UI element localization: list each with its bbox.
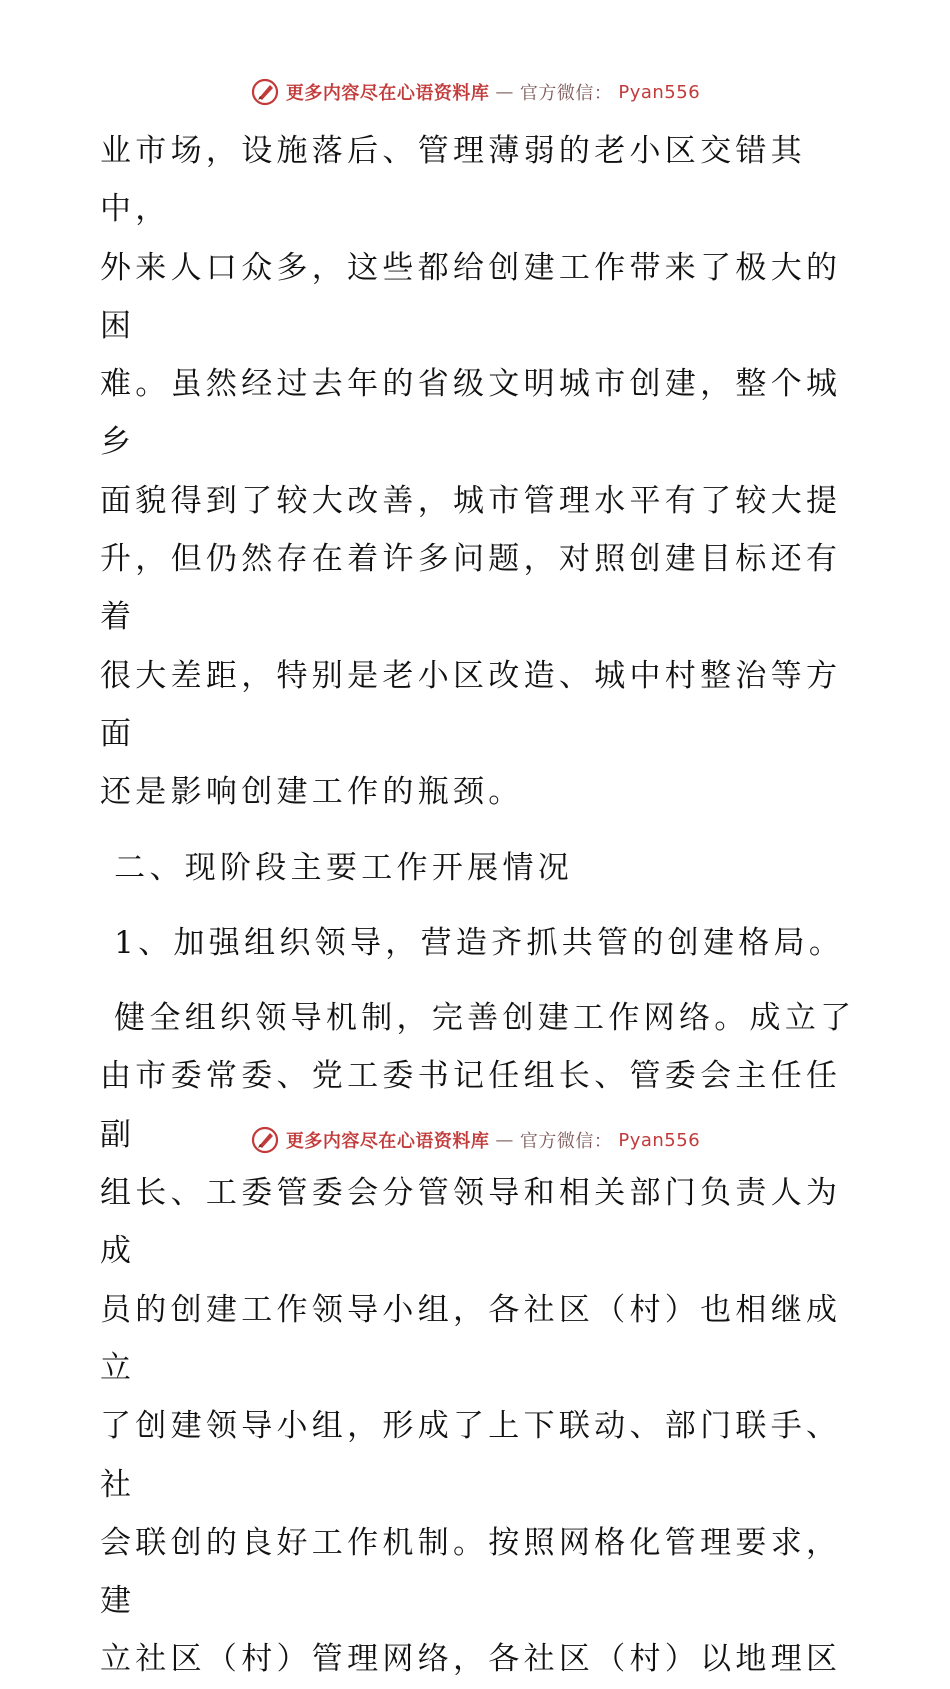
text-line: 组长、工委管委会分管领导和相关部门负责人为成 (100, 1175, 842, 1270)
watermark-id: Pyan556 (618, 1129, 701, 1151)
text-line: 升，但仍然存在着许多问题，对照创建目标还有着 (100, 541, 842, 636)
paragraph-2 (100, 989, 860, 1689)
subsection-heading: 1、加强组织领导，营造齐抓共管的创建格局。 (100, 924, 845, 961)
section-heading: 二、现阶段主要工作开展情况 (100, 849, 574, 886)
paragraph-1 (100, 122, 860, 822)
pen-logo-icon (250, 1125, 280, 1155)
watermark-dash: — (495, 1129, 514, 1151)
watermark-title: 更多内容尽在心语资料库 (285, 1131, 490, 1152)
text-line: 业市场，设施落后、管理薄弱的老小区交错其中， (100, 133, 806, 228)
pen-logo-icon (250, 77, 280, 107)
text-line: 了创建领导小组，形成了上下联动、部门联手、社 (100, 1408, 842, 1503)
text-line: 员的创建工作领导小组，各社区（村）也相继成立 (100, 1291, 842, 1386)
text-line: 由市委常委、党工委书记任组长、管委会主任任副 (100, 1058, 842, 1153)
document-body (100, 122, 860, 1689)
text-line: 立社区（村）管理网络，各社区（村）以地理区 (100, 1641, 842, 1678)
watermark-subtitle: 官方微信： (519, 1131, 613, 1152)
text-line: 会联创的良好工作机制。按照网格化管理要求，建 (100, 1524, 842, 1620)
text-line: 还是影响创建工作的瓶颈。 (100, 774, 524, 811)
watermark-header (0, 72, 950, 112)
watermark-title: 更多内容尽在心语资料库 (285, 83, 490, 104)
text-line: 面貌得到了较大改善，城市管理水平有了较大提 (100, 482, 842, 519)
watermark-id: Pyan556 (618, 81, 701, 103)
watermark-dash: — (495, 81, 514, 103)
text-line: 很大差距，特别是老小区改造、城中村整治等方面 (100, 657, 842, 752)
watermark-subtitle: 官方微信： (519, 83, 613, 104)
text-line: 难。虽然经过去年的省级文明城市创建，整个城乡 (100, 366, 842, 461)
text-line: 外来人口众多，这些都给创建工作带来了极大的困 (100, 249, 842, 344)
watermark-footer (0, 1120, 950, 1160)
text-line: 健全组织领导机制，完善创建工作网络。成立了 (100, 1000, 856, 1037)
